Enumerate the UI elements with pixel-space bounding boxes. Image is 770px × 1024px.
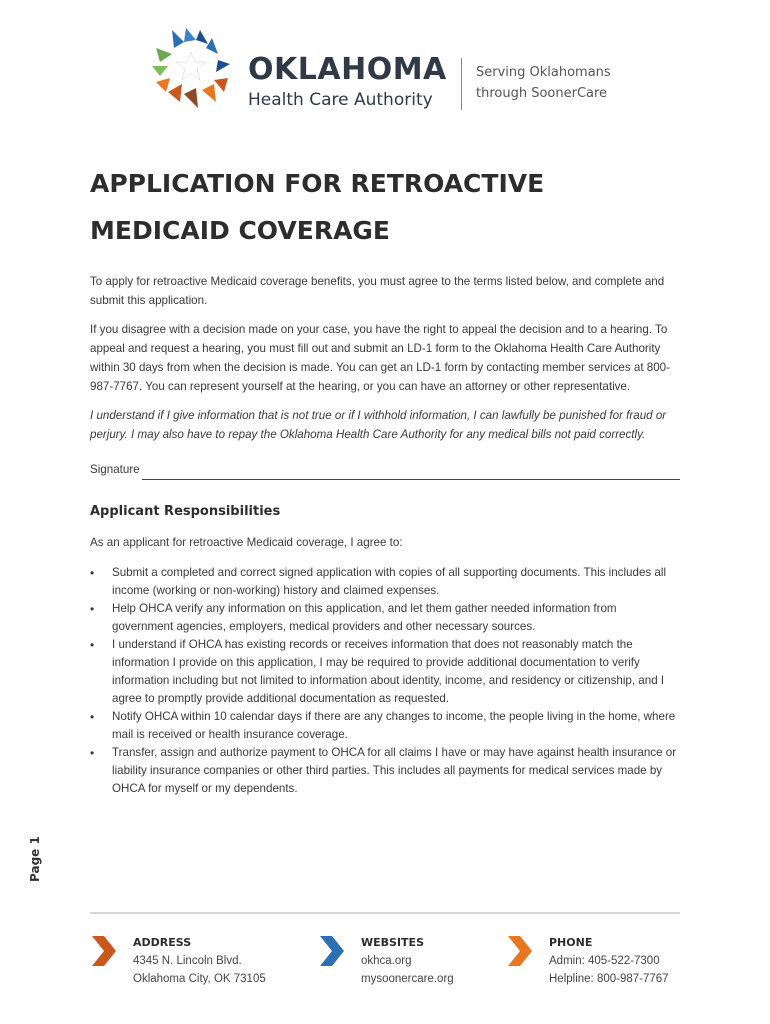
address-line-2: Oklahoma City, OK 73105 <box>133 973 266 985</box>
list-item: • Submit a completed and correct signed application with copies of all supporting documents. This includes all income (working or non-working) history and claimed expenses. <box>112 564 680 600</box>
intro-paragraph: To apply for retroactive Medicaid coverage benefits, you must agree to the terms listed below, and complete and submit this application. <box>90 275 665 308</box>
phone-admin: Admin: 405-522-7300 <box>549 955 660 967</box>
ohca-logo-icon <box>148 26 234 112</box>
address-line-1: 4345 N. Lincoln Blvd. <box>133 955 242 967</box>
phone-helpline: Helpline: 800-987-7767 <box>549 973 669 985</box>
footer-address <box>133 934 266 988</box>
phone-heading: PHONE <box>549 936 593 949</box>
list-item: • Notify OHCA within 10 calendar days if there are any changes to income, the people living in the home, where mail is received or health insurance coverage. <box>112 708 680 744</box>
appeal-paragraph: If you disagree with a decision made on your case, you have the right to appeal the decision and to a hearing. To appeal and request a hearing, you must fill out and submit an LD-1 form to the Oklahoma Health Care Authority within 30 days from when the decision is made. You can get an LD-1 form by contacting member services at 800-987-7767. You can represent yourself at the hearing, or you can have an attorney or other representative. <box>90 322 670 394</box>
footer-websites <box>361 934 454 988</box>
chevron-right-icon <box>506 936 532 966</box>
document-title <box>90 160 690 254</box>
brand-divider <box>461 58 462 110</box>
brand-name: OKLAHOMA <box>248 52 447 87</box>
website-link[interactable]: mysoonercare.org <box>361 973 454 985</box>
website-link[interactable]: okhca.org <box>361 955 412 967</box>
responsibilities-intro: As an applicant for retroactive Medicaid coverage, I agree to: <box>90 535 403 549</box>
signature-row <box>90 460 680 479</box>
chevron-right-icon <box>90 936 116 966</box>
chevron-right-icon <box>318 936 344 966</box>
list-item: • Help OHCA verify any information on this application, and let them gather needed information from government agencies, employers, medical providers and other necessary sources. <box>112 600 680 636</box>
footer-phone <box>549 934 669 988</box>
warning-paragraph: I understand if I give information that is not true or if I withhold information, I can lawfully be punished for fraud or perjury. I may also have to repay the Oklahoma Health Care Authority for any medical bills not paid correctly. <box>90 408 667 442</box>
signature-label: Signature <box>90 463 140 477</box>
title-line-2: MEDICAID COVERAGE <box>90 216 391 245</box>
tagline-line-1: Serving Oklahomans <box>476 65 611 80</box>
tagline-line-2: through SoonerCare <box>476 86 608 101</box>
page-number: Page 1 <box>28 836 42 882</box>
responsibilities-list <box>90 564 680 798</box>
websites-heading: WEBSITES <box>361 936 424 949</box>
responsibilities-heading: Applicant Responsibilities <box>90 503 281 519</box>
title-line-1: APPLICATION FOR RETROACTIVE <box>90 169 545 198</box>
list-item: • I understand if OHCA has existing records or receives information that does not reasonably match the information I provide on this application, I may be required to provide additional documentation to verify information including but not limited to information about identity, income, and residency or citizenship, and I agree to promptly provide additional documentation as requested. <box>112 636 680 708</box>
brand-subtitle: Health Care Authority <box>248 90 433 110</box>
footer-divider <box>90 912 680 914</box>
document-body <box>90 272 680 798</box>
tagline <box>476 62 611 104</box>
signature-field[interactable] <box>142 465 680 480</box>
address-heading: ADDRESS <box>133 936 192 949</box>
list-item: • Transfer, assign and authorize payment to OHCA for all claims I have or may have against health insurance or liability insurance companies or other third parties. This includes all payments for medical services made by OHCA for myself or my dependents. <box>112 744 680 798</box>
